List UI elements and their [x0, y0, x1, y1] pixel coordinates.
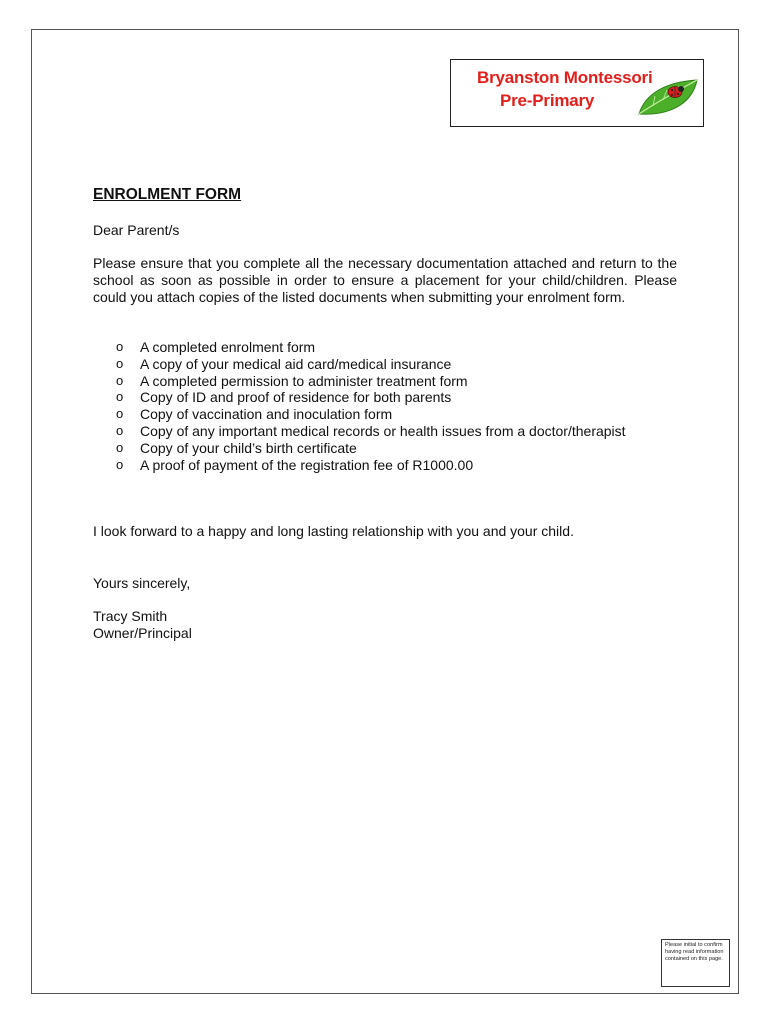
- school-logo: [450, 59, 704, 127]
- bullet-icon: o: [116, 456, 124, 472]
- list-item: o A copy of your medical aid card/medical insurance: [116, 355, 452, 372]
- signoff: Yours sincerely,: [93, 575, 191, 591]
- requirements-list: [93, 339, 653, 473]
- logo-school-name: Bryanston Montessori: [477, 68, 653, 87]
- list-item: o A completed permission to administer treatment form: [116, 372, 468, 389]
- logo-school-type: Pre-Primary: [500, 91, 595, 110]
- ladybird-leaf-icon: [635, 76, 703, 120]
- signatory-role: Owner/Principal: [93, 625, 192, 641]
- page-border: [31, 29, 739, 994]
- list-item: o Copy of ID and proof of residence for both parents: [116, 389, 452, 406]
- intro-paragraph: Please ensure that you complete all the necessary documentation attached and return to the school as soon as possible in order to ensure a placement for your child/children. Please could you attach copies of the listed documents when submitting your enrolment form.: [93, 255, 677, 305]
- list-item: o Copy of any important medical records or health issues from a doctor/therapist: [116, 422, 626, 439]
- page-title: ENROLMENT FORM: [93, 186, 242, 203]
- bullet-icon: o: [116, 406, 124, 422]
- bullet-icon: o: [116, 439, 124, 455]
- closing-sentence: I look forward to a happy and long lasting relationship with you and your child.: [93, 523, 574, 539]
- list-item: o A completed enrolment form: [116, 339, 316, 355]
- bullet-icon: o: [116, 339, 124, 354]
- bullet-icon: o: [116, 389, 124, 405]
- bullet-icon: o: [116, 422, 124, 438]
- initial-box[interactable]: Please initial to confirm having read information contained on this page.: [661, 939, 730, 987]
- salutation: Dear Parent/s: [93, 222, 180, 238]
- list-item: o A proof of payment of the registration fee of R1000.00: [116, 456, 474, 473]
- list-item: o Copy of your child’s birth certificate: [116, 439, 357, 456]
- signatory-name: Tracy Smith: [93, 608, 168, 624]
- list-item: o Copy of vaccination and inoculation form: [116, 406, 393, 423]
- bullet-icon: o: [116, 355, 124, 371]
- bullet-icon: o: [116, 372, 124, 388]
